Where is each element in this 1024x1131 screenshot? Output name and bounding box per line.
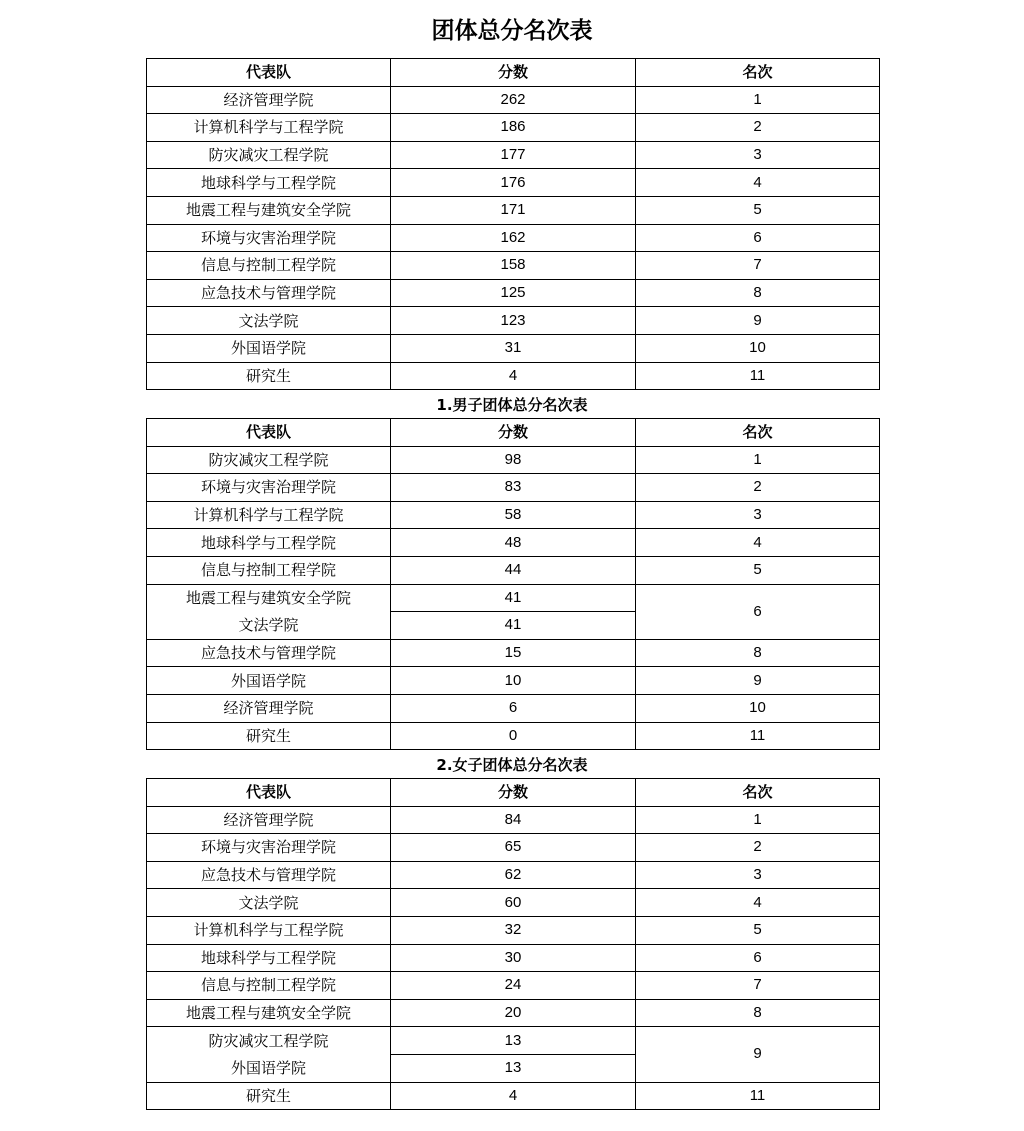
- team-cell: 计算机科学与工程学院: [147, 501, 391, 529]
- tie-row: [147, 584, 880, 612]
- table-row: [147, 169, 880, 197]
- rank-header: 名次: [636, 779, 880, 807]
- rank-cell: 9: [636, 307, 880, 335]
- rank-header: 名次: [636, 419, 880, 447]
- rank-cell: 9: [636, 1027, 880, 1082]
- table-row: [147, 556, 880, 584]
- team-cell: 地震工程与建筑安全学院: [147, 196, 391, 224]
- table-row: [147, 667, 880, 695]
- team-cell: 文法学院: [147, 889, 391, 917]
- table-row: [147, 944, 880, 972]
- rank-header: 名次: [636, 59, 880, 87]
- score-cell: 4: [391, 1082, 636, 1110]
- page-title: 团体总分名次表: [431, 18, 593, 44]
- team-cell: 计算机科学与工程学院: [147, 114, 391, 142]
- rank-cell: 4: [636, 169, 880, 197]
- table-header-row: [147, 59, 880, 87]
- rank-cell: 10: [636, 334, 880, 362]
- score-cell: 58: [391, 501, 636, 529]
- table-row: [147, 224, 880, 252]
- team-cell: 防灾减灾工程学院: [147, 141, 391, 169]
- rank-cell: 1: [636, 806, 880, 834]
- rank-cell: 11: [636, 1082, 880, 1110]
- tie-team-cell: [147, 584, 391, 639]
- score-cell: 13: [391, 1027, 636, 1055]
- score-cell: 31: [391, 334, 636, 362]
- rank-cell: 9: [636, 667, 880, 695]
- score-cell: 65: [391, 834, 636, 862]
- score-cell: 83: [391, 474, 636, 502]
- team-cell: 信息与控制工程学院: [147, 972, 391, 1000]
- score-cell: 125: [391, 279, 636, 307]
- table-row: [147, 86, 880, 114]
- men-table-title: 1.男子团体总分名次表: [436, 396, 588, 414]
- rank-cell: 6: [636, 584, 880, 639]
- women-table: [146, 778, 880, 1110]
- score-cell: 162: [391, 224, 636, 252]
- rank-cell: 11: [636, 362, 880, 390]
- score-cell: 4: [391, 362, 636, 390]
- team-cell: 地球科学与工程学院: [147, 169, 391, 197]
- team-cell: 外国语学院: [147, 667, 391, 695]
- rank-cell: 3: [636, 861, 880, 889]
- score-cell: 171: [391, 196, 636, 224]
- score-cell: 60: [391, 889, 636, 917]
- rank-cell: 2: [636, 474, 880, 502]
- team-cell: 应急技术与管理学院: [147, 861, 391, 889]
- team-cell: 研究生: [147, 1082, 391, 1110]
- score-cell: 84: [391, 806, 636, 834]
- rank-cell: 1: [636, 446, 880, 474]
- team-cell: 地震工程与建筑安全学院: [147, 999, 391, 1027]
- score-cell: 24: [391, 972, 636, 1000]
- team-cell: 环境与灾害治理学院: [147, 834, 391, 862]
- team-cell: 地球科学与工程学院: [147, 944, 391, 972]
- team-cell: 研究生: [147, 722, 391, 750]
- rank-cell: 3: [636, 501, 880, 529]
- table-row: [147, 529, 880, 557]
- table-row: [147, 806, 880, 834]
- table-row: [147, 889, 880, 917]
- table-row: [147, 446, 880, 474]
- rank-cell: 6: [636, 944, 880, 972]
- team-cell: 环境与灾害治理学院: [147, 474, 391, 502]
- score-header: 分数: [391, 419, 636, 447]
- table-row: [147, 279, 880, 307]
- team-cell: 外国语学院: [230, 1058, 306, 1077]
- score-cell: 13: [391, 1054, 636, 1082]
- rank-cell: 8: [636, 279, 880, 307]
- table-row: [147, 196, 880, 224]
- score-cell: 176: [391, 169, 636, 197]
- women-table-title: 2.女子团体总分名次表: [436, 756, 588, 774]
- table-row: [147, 972, 880, 1000]
- score-cell: 62: [391, 861, 636, 889]
- team-cell: 防灾减灾工程学院: [147, 446, 391, 474]
- tie-team-cell: [147, 1027, 391, 1082]
- rank-cell: 5: [636, 196, 880, 224]
- rank-cell: 10: [636, 694, 880, 722]
- team-cell: 经济管理学院: [147, 86, 391, 114]
- score-header: 分数: [391, 59, 636, 87]
- table-row: [147, 639, 880, 667]
- rank-cell: 5: [636, 916, 880, 944]
- rank-cell: 2: [636, 834, 880, 862]
- rank-cell: 8: [636, 999, 880, 1027]
- team-cell: 经济管理学院: [147, 806, 391, 834]
- score-cell: 10: [391, 667, 636, 695]
- score-header: 分数: [391, 779, 636, 807]
- score-cell: 6: [391, 694, 636, 722]
- table-row: [147, 474, 880, 502]
- rank-cell: 4: [636, 529, 880, 557]
- rank-cell: 4: [636, 889, 880, 917]
- rank-cell: 2: [636, 114, 880, 142]
- team-cell: 经济管理学院: [147, 694, 391, 722]
- rank-cell: 5: [636, 556, 880, 584]
- score-cell: 48: [391, 529, 636, 557]
- table-header-row: [147, 419, 880, 447]
- men-table: [146, 418, 880, 750]
- team-cell: 文法学院: [147, 307, 391, 335]
- score-cell: 44: [391, 556, 636, 584]
- team-cell: 计算机科学与工程学院: [147, 916, 391, 944]
- team-cell: 外国语学院: [147, 334, 391, 362]
- team-cell: 地球科学与工程学院: [147, 529, 391, 557]
- table-row: [147, 114, 880, 142]
- team-cell: 地震工程与建筑安全学院: [185, 589, 351, 608]
- team-cell: 防灾减灾工程学院: [208, 1032, 329, 1051]
- table-row: [147, 834, 880, 862]
- score-cell: 0: [391, 722, 636, 750]
- rank-cell: 7: [636, 252, 880, 280]
- rank-cell: 3: [636, 141, 880, 169]
- table-row: [147, 501, 880, 529]
- score-cell: 32: [391, 916, 636, 944]
- table-row: [147, 916, 880, 944]
- table-row: [147, 999, 880, 1027]
- team-header: 代表队: [147, 779, 391, 807]
- team-cell: 应急技术与管理学院: [147, 279, 391, 307]
- score-cell: 123: [391, 307, 636, 335]
- team-cell: 信息与控制工程学院: [147, 252, 391, 280]
- table-row: [147, 307, 880, 335]
- score-cell: 15: [391, 639, 636, 667]
- score-cell: 30: [391, 944, 636, 972]
- team-cell: 应急技术与管理学院: [147, 639, 391, 667]
- rank-cell: 8: [636, 639, 880, 667]
- team-cell: 信息与控制工程学院: [147, 556, 391, 584]
- table-row: [147, 722, 880, 750]
- rank-cell: 1: [636, 86, 880, 114]
- table-row: [147, 861, 880, 889]
- score-cell: 262: [391, 86, 636, 114]
- table-row: [147, 694, 880, 722]
- rank-cell: 11: [636, 722, 880, 750]
- table-row: [147, 334, 880, 362]
- team-header: 代表队: [147, 59, 391, 87]
- rank-cell: 7: [636, 972, 880, 1000]
- team-cell: 环境与灾害治理学院: [147, 224, 391, 252]
- score-cell: 177: [391, 141, 636, 169]
- score-cell: 41: [391, 612, 636, 640]
- table-header-row: [147, 779, 880, 807]
- score-cell: 98: [391, 446, 636, 474]
- score-cell: 186: [391, 114, 636, 142]
- table-row: [147, 1082, 880, 1110]
- score-cell: 20: [391, 999, 636, 1027]
- score-cell: 41: [391, 584, 636, 612]
- team-cell: 研究生: [147, 362, 391, 390]
- overall-table: [146, 58, 880, 390]
- team-header: 代表队: [147, 419, 391, 447]
- table-row: [147, 252, 880, 280]
- tie-row: [147, 1027, 880, 1055]
- table-row: [147, 362, 880, 390]
- table-row: [147, 141, 880, 169]
- team-cell: 文法学院: [238, 615, 299, 634]
- rank-cell: 6: [636, 224, 880, 252]
- score-cell: 158: [391, 252, 636, 280]
